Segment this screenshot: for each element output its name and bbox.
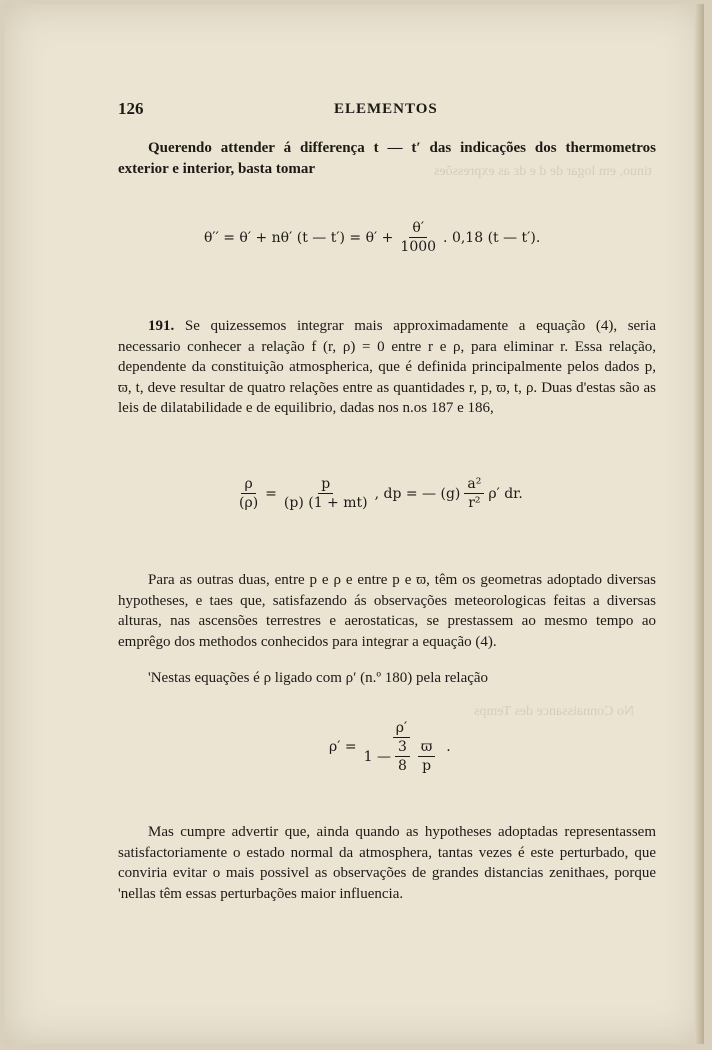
bleed-through: No Connaissance des Temps bbox=[474, 704, 635, 719]
paragraph-3: Para as outras duas, entre p e ρ e entre p e ϖ, têm os geometras adoptado diversas hypotheses, e taes que, satisfazendo ás observações meteorologicas feitas a diversas alturas, nas ascensões terrestres e aerostaticas, se prestassem ao mesmo tempo ao emprêgo dos methodos conhecidos para integrar a equação (4). bbox=[118, 572, 656, 650]
fraction-numerator: p bbox=[318, 476, 333, 494]
formula-rhs: ρ′ dr. bbox=[488, 485, 523, 502]
fraction bbox=[418, 739, 435, 774]
fraction bbox=[361, 720, 443, 774]
page-header bbox=[4, 99, 704, 123]
book-page bbox=[4, 4, 704, 1044]
fraction bbox=[397, 220, 439, 255]
fraction bbox=[395, 739, 410, 774]
fraction-denominator: (p) (1 + mt) bbox=[283, 495, 368, 511]
paragraph-1: Querendo attender á differença t — t′ das indicações dos thermometros exterior e interior, basta tomar bbox=[118, 140, 656, 177]
fraction-denominator bbox=[361, 738, 443, 774]
fraction-denominator: 8 bbox=[397, 758, 407, 774]
running-title: ELEMENTOS bbox=[334, 101, 438, 117]
page-number: 126 bbox=[118, 99, 144, 118]
equals-sign: = bbox=[265, 485, 277, 502]
formula-end: . bbox=[446, 739, 451, 755]
fraction-numerator: a² bbox=[464, 476, 484, 494]
fraction bbox=[281, 476, 371, 511]
fraction-denominator: p bbox=[422, 758, 432, 774]
section-number: 191. bbox=[148, 318, 175, 334]
formula-relation bbox=[329, 720, 451, 774]
fraction-denominator: 1000 bbox=[400, 239, 437, 255]
fraction-numerator: ρ bbox=[241, 476, 255, 494]
paragraph-text: Se quizessemos integrar mais approximadamente a equação (4), seria necessario conhecer a relação f (r, ρ) = 0 entre r e ρ, para eliminar r. Essa relação, dependente da constituição atmospherica, que é definida principalmente pelos dados p, ϖ, t, deve resultar de quatro relações entre as quantidades r, p, ϖ, t, ρ. Duas d'estas são as leis de dilatabilidade e de equilibrio, dadas nos n.os 187 e 186, bbox=[118, 318, 657, 416]
fraction-numerator: 3 bbox=[395, 739, 410, 757]
formula-density bbox=[232, 476, 523, 511]
formula-rhs: . 0,18 (t — t′). bbox=[443, 229, 541, 246]
formula-lhs: ρ′ = bbox=[329, 739, 357, 755]
paragraph-4: 'Nestas equações é ρ ligado com ρ′ (n.º 180) pela relação bbox=[148, 670, 489, 686]
fraction bbox=[236, 476, 261, 511]
denominator-term: 1 — bbox=[363, 748, 391, 765]
page-edge bbox=[694, 4, 704, 1044]
bleed-through: tinuo, em logar de d e dε as expressões bbox=[434, 164, 652, 179]
fraction-denominator: (ρ) bbox=[239, 495, 259, 511]
fraction bbox=[464, 476, 484, 511]
formula-temperature bbox=[204, 220, 540, 255]
paragraph-5: Mas cumpre advertir que, ainda quando as hypotheses adoptadas representassem satisfactoriamente o estado normal da atmosphera, tantas vezes é este perturbado, que conviria evitar o mais possivel as observações de grandes distancias zenithaes, porque 'nellas têm essas perturbações maior influencia. bbox=[118, 824, 656, 902]
fraction-numerator: ρ′ bbox=[393, 720, 410, 738]
formula-lhs: θ′′ = θ′ + nθ′ (t — t′) = θ′ + bbox=[204, 229, 394, 246]
fraction-numerator: θ′ bbox=[409, 220, 427, 238]
fraction-numerator: ϖ bbox=[418, 739, 435, 757]
paragraph-191 bbox=[118, 316, 656, 419]
fraction-denominator: r² bbox=[468, 495, 481, 511]
formula-middle: , dp = — (g) bbox=[374, 485, 461, 502]
